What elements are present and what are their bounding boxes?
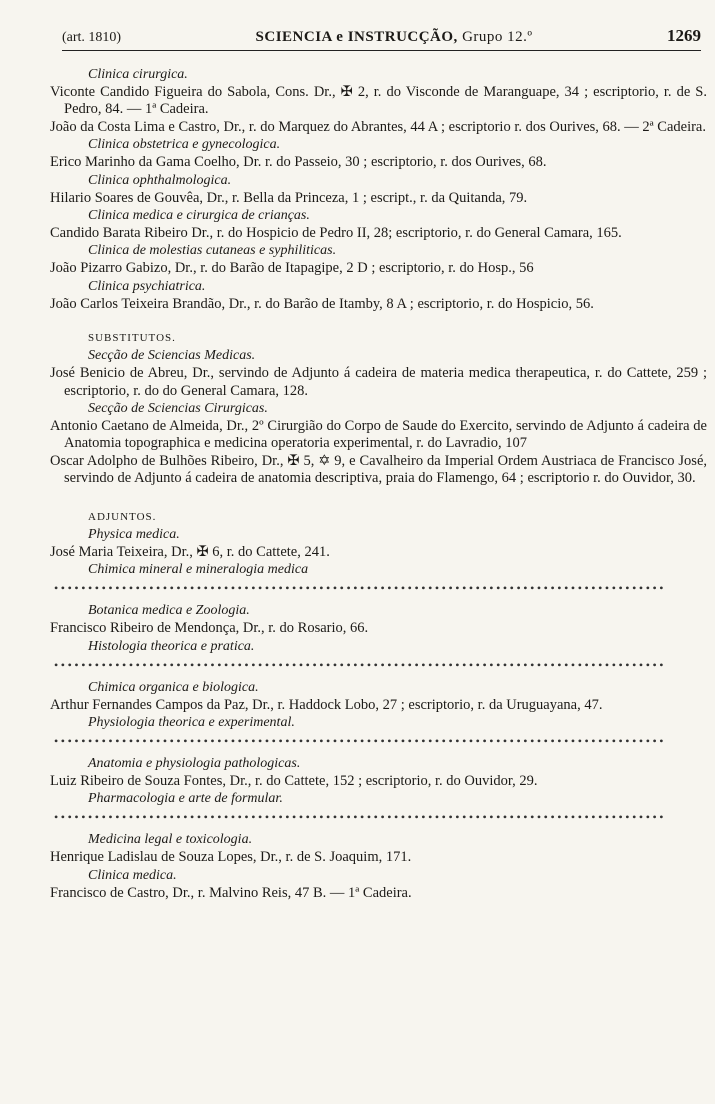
section-heading: Clinica ophthalmologica. — [88, 172, 232, 188]
section-heading: Chimica organica e biologica. — [88, 679, 259, 695]
directory-entry: João Carlos Teixeira Brandão, Dr., r. do Barão de Itamby, 8 A ; escriptorio, r. do Hospicio, 56. — [50, 295, 594, 312]
directory-entry: Arthur Fernandes Campos da Paz, Dr., r. Haddock Lobo, 27 ; escriptorio, r. da Uruguayana, 47. — [50, 696, 603, 713]
vacant-dotted-line: •••••••••••••••••••••••••••••••••••••••••••••••••••••••••••••••••••••••••••••••••••••••••• — [54, 811, 667, 825]
section-heading: Anatomia e physiologia pathologicas. — [88, 755, 301, 771]
directory-entry: Oscar Adolpho de Bulhões Ribeiro, Dr., ✠ 5, ✡ 9, e Cavalheiro da Imperial Ordem Austriaca de Francisco José, servindo de Adjunto á cadeira de anatomia descriptiva, praia do Flamengo, 64 ; escriptorio r. do Ouvidor, 30. — [50, 452, 707, 487]
directory-entry: João Pizarro Gabizo, Dr., r. do Barão de Itapagipe, 2 D ; escriptorio, r. do Hosp., 56 — [50, 260, 534, 277]
directory-entry: Candido Barata Ribeiro Dr., r. do Hospicio de Pedro II, 28; escriptorio, r. do General Camara, 165. — [50, 225, 622, 242]
journal-name: SCIENCIA e INSTRUCÇÃO, — [255, 29, 458, 45]
section-heading: Chimica mineral e mineralogia medica — [88, 562, 309, 578]
directory-entry: Henrique Ladislau de Souza Lopes, Dr., r. de S. Joaquim, 171. — [50, 849, 412, 866]
page-number: 1269 — [666, 26, 701, 45]
article-reference: (art. 1810) — [62, 30, 122, 45]
directory-entry: Erico Marinho da Gama Coelho, Dr. r. do Passeio, 30 ; escriptorio, r. dos Ourives, 68. — [50, 154, 547, 171]
directory-entry: Hilario Soares de Gouvêa, Dr., r. Bella da Princeza, 1 ; escript., r. da Quitanda, 79. — [50, 189, 528, 206]
vacant-dotted-line: •••••••••••••••••••••••••••••••••••••••••••••••••••••••••••••••••••••••••••••••••••••••••• — [54, 734, 667, 748]
directory-entry: Viconte Candido Figueira do Sabola, Cons. Dr., ✠ 2, r. do Visconde de Maranguape, 34 ; escriptorio, r. de S. Pedro, 84. — 1ª Cadeira. — [50, 84, 707, 118]
group-heading: ADJUNTOS. — [88, 510, 157, 523]
section-heading: Clinica obstetrica e gynecologica. — [88, 137, 281, 153]
directory-entry: José Benicio de Abreu, Dr., servindo de Adjunto á cadeira de materia medica therapeutica, r. do Cattete, 259 ; escriptorio, r. do do General Camara, 128. — [50, 365, 707, 399]
vacant-dotted-line: •••••••••••••••••••••••••••••••••••••••••••••••••••••••••••••••••••••••••••••••••••••••••• — [54, 582, 667, 596]
section-heading: Clinica medica. — [88, 867, 177, 883]
section-heading: Clinica de molestias cutaneas e syphiliticas. — [88, 243, 337, 259]
directory-content — [50, 66, 707, 902]
directory-entry: Antonio Caetano de Almeida, Dr., 2º Cirurgião do Corpo de Saude do Exercito, servindo de Adjunto á cadeira de Anatomia topographica e medicina operatoria experimental, r. do Lavradio, 107 — [50, 418, 707, 452]
section-heading: Secção de Sciencias Medicas. — [88, 348, 256, 364]
directory-entry: João da Costa Lima e Castro, Dr., r. do Marquez do Abrantes, 44 A ; escriptorio r. dos Ourives, 68. — 2ª Cadeira. — [50, 118, 706, 135]
section-heading: Clinica cirurgica. — [88, 67, 188, 82]
journal-title — [256, 29, 533, 46]
section-heading: Secção de Sciencias Cirurgicas. — [88, 401, 268, 417]
section-heading: Histologia theorica e pratica. — [88, 638, 255, 654]
group-label: Grupo 12.º — [462, 29, 533, 45]
section-heading: Clinica medica e cirurgica de crianças. — [88, 208, 310, 224]
section-heading: Pharmacologia e arte de formular. — [88, 791, 283, 807]
section-heading: Physica medica. — [88, 526, 180, 542]
group-heading: SUBSTITUTOS. — [88, 332, 176, 345]
section-heading: Medicina legal e toxicologia. — [88, 832, 253, 848]
running-header — [62, 26, 701, 51]
vacant-dotted-line: •••••••••••••••••••••••••••••••••••••••••••••••••••••••••••••••••••••••••••••••••••••••••• — [54, 658, 667, 672]
directory-entry: Francisco de Castro, Dr., r. Malvino Reis, 47 B. — 1ª Cadeira. — [50, 884, 412, 901]
directory-entry: Luiz Ribeiro de Souza Fontes, Dr., r. do Cattete, 152 ; escriptorio, r. do Ouvidor, 29. — [50, 772, 538, 789]
section-heading: Botanica medica e Zoologia. — [88, 603, 250, 619]
directory-entry: Francisco Ribeiro de Mendonça, Dr., r. do Rosario, 66. — [50, 620, 369, 637]
section-heading: Clinica psychiatrica. — [88, 278, 206, 294]
section-heading: Physiologia theorica e experimental. — [88, 714, 295, 730]
directory-entry: José Maria Teixeira, Dr., ✠ 6, r. do Cattete, 241. — [50, 543, 330, 560]
